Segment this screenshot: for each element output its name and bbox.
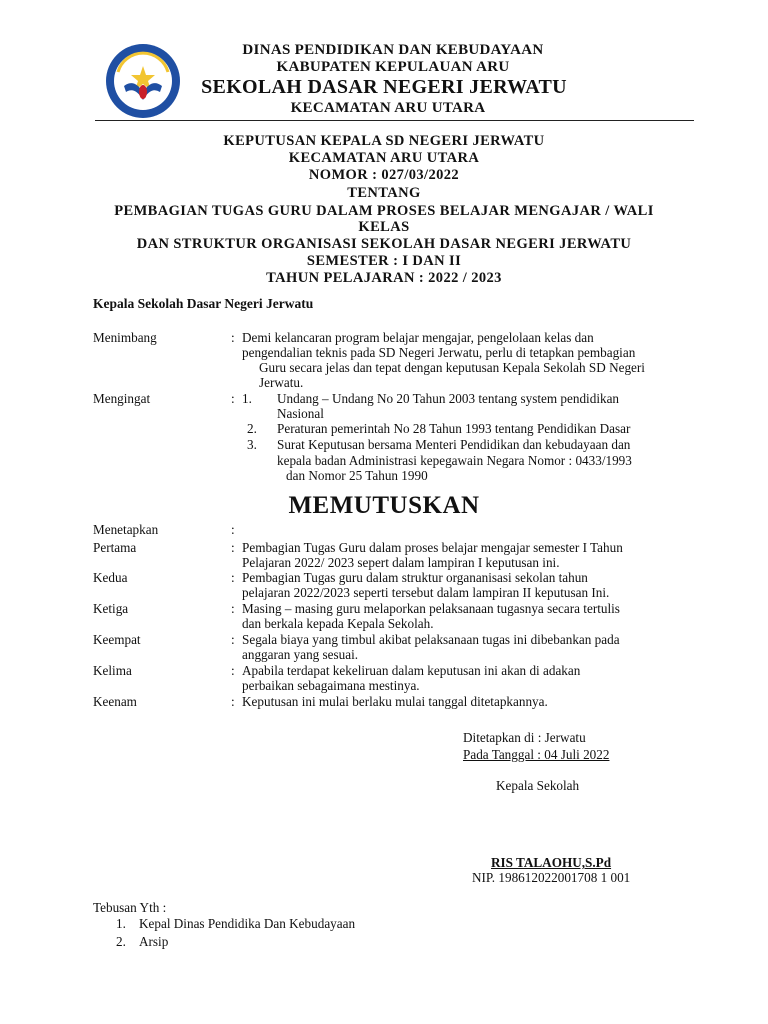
menimbang-line: pengendalian teknis pada SD Negeri Jerwatu, perlu di tetapkan pembagian [242, 345, 636, 360]
decision-text: Pembagian Tugas guru dalam struktur organanisasi sekolan tahun [242, 570, 588, 585]
intro-line: Kepala Sekolah Dasar Negeri Jerwatu [93, 296, 314, 311]
decision-text: dan berkala kepada Kepala Sekolah. [242, 616, 434, 631]
decision-label: Pertama [93, 540, 137, 555]
signature-name: RIS TALAOHU,S.Pd [491, 855, 612, 870]
decree-subject-line3: DAN STRUKTUR ORGANISASI SEKOLAH DASAR NEGERI JERWATU [136, 236, 632, 252]
menimbang-line: Demi kelancaran program belajar mengajar, pengelolaan kelas dan [242, 330, 594, 345]
decision-text: Apabila terdapat kekeliruan dalam keputusan ini akan di adakan [242, 663, 581, 678]
decision-label: Keempat [93, 632, 141, 647]
decision-text: Keputusan ini mulai berlaku mulai tanggal ditetapkannya. [242, 694, 548, 709]
mengingat-item-number: 3. [247, 437, 257, 452]
decision-colon: : [231, 522, 235, 537]
menimbang-label: Menimbang [93, 330, 157, 345]
header-regency: KABUPATEN KEPULAUAN ARU [276, 59, 510, 75]
signature-place: Ditetapkan di : Jerwatu [463, 730, 586, 745]
menimbang-line: Jerwatu. [259, 375, 304, 390]
mengingat-colon: : [231, 391, 235, 406]
decision-colon: : [231, 663, 235, 678]
decision-text: Pembagian Tugas Guru dalam proses belajar mengajar semester I Tahun [242, 540, 623, 555]
header-district: KECAMATAN ARU UTARA [290, 100, 486, 116]
tembusan-title: Tebusan Yth : [93, 900, 167, 915]
decision-colon: : [231, 694, 235, 709]
mengingat-item-text: dan Nomor 25 Tahun 1990 [286, 468, 428, 483]
decision-colon: : [231, 570, 235, 585]
decision-label: Ketiga [93, 601, 129, 616]
decree-school-year: TAHUN PELAJARAN : 2022 / 2023 [266, 270, 502, 286]
decision-colon: : [231, 632, 235, 647]
header-agency: DINAS PENDIDIKAN DAN KEBUDAYAAN [242, 42, 544, 58]
tembusan-item-number: 1. [116, 916, 126, 931]
mengingat-item-text: Undang – Undang No 20 Tahun 2003 tentang system pendidikan [277, 391, 620, 406]
decision-label: Kedua [93, 570, 128, 585]
decision-text: Segala biaya yang timbul akibat pelaksanaan tugas ini dibebankan pada [242, 632, 620, 647]
decision-text: pelajaran 2022/2023 seperti tersebut dalam lampiran II keputusan Ini. [242, 585, 610, 600]
tembusan-item-text: Kepal Dinas Pendidika Dan Kebudayaan [139, 916, 356, 931]
decree-semester: SEMESTER : I DAN II [306, 253, 462, 269]
tembusan-item-text: Arsip [139, 934, 169, 949]
decree-district: KECAMATAN ARU UTARA [288, 150, 480, 166]
decision-label: Keenam [93, 694, 137, 709]
header-divider [95, 120, 694, 121]
decision-colon: : [231, 601, 235, 616]
mengingat-item-text: Nasional [277, 406, 324, 421]
decision-label: Menetapkan [93, 522, 159, 537]
signature-role: Kepala Sekolah [496, 778, 580, 793]
mengingat-item-number: 2. [247, 421, 257, 436]
menimbang-line: Guru secara jelas dan tepat dengan keputusan Kepala Sekolah SD Negeri [259, 360, 645, 375]
memutuskan-heading: MEMUTUSKAN [288, 492, 480, 519]
decree-subject-line1: PEMBAGIAN TUGAS GURU DALAM PROSES BELAJAR MENGAJAR / WALI [114, 203, 654, 219]
decision-text: anggaran yang sesuai. [242, 647, 359, 662]
decision-colon: : [231, 540, 235, 555]
decree-number: NOMOR : 027/03/2022 [308, 167, 460, 183]
tembusan-item-number: 2. [116, 934, 126, 949]
decree-subject-line2: KELAS [358, 219, 410, 235]
decree-title: KEPUTUSAN KEPALA SD NEGERI JERWATU [223, 133, 545, 149]
decree-tentang: TENTANG [347, 185, 421, 201]
mengingat-item-text: kepala badan Administrasi kepegawain Negara Nomor : 0433/1993 [277, 453, 632, 468]
mengingat-item-text: Surat Keputusan bersama Menteri Pendidikan dan kebudayaan dan [277, 437, 631, 452]
signature-date: Pada Tanggal : 04 Juli 2022 [463, 747, 610, 762]
signature-nip: NIP. 198612022001708 1 001 [472, 870, 631, 885]
decision-text: perbaikan sebagaimana mestinya. [242, 678, 420, 693]
mengingat-label: Mengingat [93, 391, 151, 406]
decision-text: Masing – masing guru melaporkan pelaksanaan tugasnya secara tertulis [242, 601, 620, 616]
mengingat-item-text: Peraturan pemerintah No 28 Tahun 1993 tentang Pendidikan Dasar [277, 421, 631, 436]
header-school-name: SEKOLAH DASAR NEGERI JERWATU [201, 76, 567, 98]
decision-label: Kelima [93, 663, 132, 678]
menimbang-colon: : [231, 330, 235, 345]
decision-text: Pelajaran 2022/ 2023 sepert dalam lampiran I keputusan ini. [242, 555, 560, 570]
mengingat-item-number: 1. [242, 391, 252, 406]
